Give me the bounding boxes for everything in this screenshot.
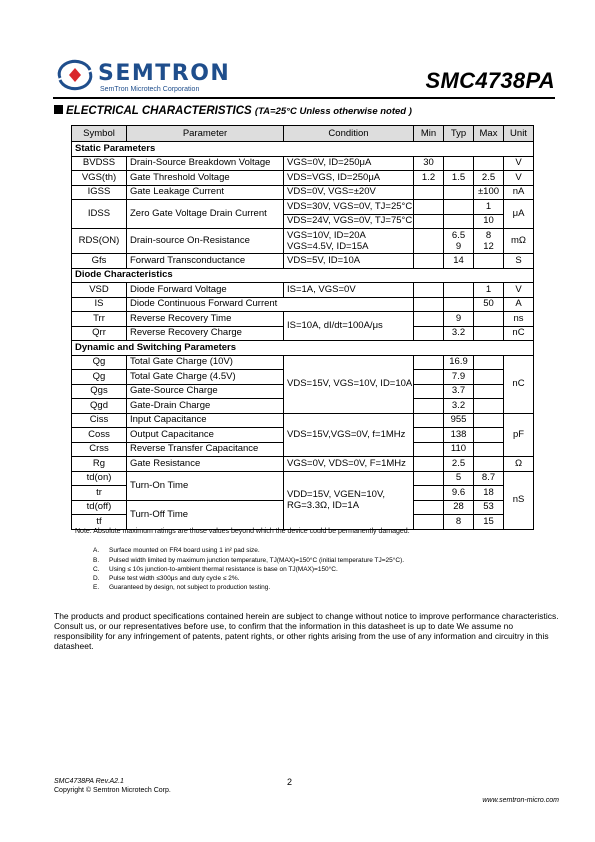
- symbol-cell: Gfs: [72, 254, 127, 269]
- max-cell: 1: [474, 200, 504, 215]
- typ-cell: 3.7: [444, 384, 474, 399]
- revision: SMC4738PA Rev.A2.1: [54, 778, 124, 785]
- typ-cell: 2.5: [444, 457, 474, 472]
- symbol-cell: Trr: [72, 312, 127, 327]
- condition-line: VGS=10V, ID=20A: [287, 230, 366, 241]
- table-row: [72, 200, 534, 215]
- parameter-cell: Reverse Transfer Capacitance: [127, 442, 284, 457]
- unit-cell: ns: [504, 312, 534, 327]
- typ-cell: 110: [444, 442, 474, 457]
- symbol-cell: Qrr: [72, 326, 127, 341]
- condition-cell: VDS=15V,VGS=0V, f=1MHz: [284, 413, 414, 457]
- parameter-cell: Reverse Recovery Charge: [127, 326, 284, 341]
- condition-cell: IS=10A, dI/dt=100A/μs: [284, 312, 414, 341]
- max-cell: ±100: [474, 185, 504, 200]
- unit-cell: Ω: [504, 457, 534, 472]
- header-symbol: Symbol: [72, 126, 127, 142]
- max-cell: 53: [474, 500, 504, 515]
- symbol-cell: td(off): [72, 500, 127, 515]
- typ-cell: 1.5: [444, 171, 474, 186]
- typ-cell: 3.2: [444, 326, 474, 341]
- unit-cell: pF: [504, 413, 534, 457]
- unit-cell: nC: [504, 326, 534, 341]
- max-cell: 50: [474, 297, 504, 312]
- typ-cell: 5: [444, 471, 474, 486]
- symbol-cell: Qg: [72, 355, 127, 370]
- typ-cell: [444, 156, 474, 171]
- section-diode: Diode Characteristics: [72, 268, 534, 283]
- footnote: B. Pulsed width limited by maximum junction temperature, TJ(MAX)=150°C (initial temperature TJ=25°C).: [93, 557, 405, 564]
- company-logo: [54, 58, 231, 98]
- parameter-cell: Diode Continuous Forward Current: [127, 297, 414, 312]
- symbol-cell: Ciss: [72, 413, 127, 428]
- symbol-cell: Rg: [72, 457, 127, 472]
- table-row: [72, 283, 534, 298]
- typ-cell: 7.9: [444, 370, 474, 385]
- parameter-cell: Gate Resistance: [127, 457, 284, 472]
- table-row: [72, 229, 534, 254]
- brand-name: SEMTRON: [98, 61, 231, 86]
- symbol-cell: Coss: [72, 428, 127, 443]
- unit-cell: nA: [504, 185, 534, 200]
- max-cell: 8.7: [474, 471, 504, 486]
- min-cell: 30: [414, 156, 444, 171]
- max-cell: 1: [474, 283, 504, 298]
- symbol-cell: tf: [72, 515, 127, 530]
- section-heading: [54, 105, 412, 117]
- condition-cell: VDS=30V, VGS=0V, TJ=25°C: [284, 200, 414, 215]
- square-bullet-icon: [54, 105, 63, 114]
- parameter-cell: Output Capacitance: [127, 428, 284, 443]
- disclaimer-paragraph: The products and product specifications contained herein are subject to change without notice to improve performance characteristics. Consult us, or our representatives before use, to confirm that the information in this datasheet is up to date We assume no responsibility for any infringement of patents, patent rights, or other rights arising from the use of any information and circuitry in this datasheet.: [54, 611, 559, 651]
- typ-cell: 138: [444, 428, 474, 443]
- parameter-cell: Diode Forward Voltage: [127, 283, 284, 298]
- parameter-cell: Zero Gate Voltage Drain Current: [127, 200, 284, 229]
- parameter-cell: Turn-Off Time: [127, 500, 284, 529]
- parameter-cell: Gate-Drain Charge: [127, 399, 284, 414]
- parameter-cell: Gate Threshold Voltage: [127, 171, 284, 186]
- max-cell: 8 12: [474, 229, 504, 254]
- header-typ: Typ: [444, 126, 474, 142]
- footer-left: [54, 777, 171, 795]
- semtron-logo-icon: [54, 58, 96, 92]
- condition-cell: VDS=24V, VGS=0V, TJ=75°C: [284, 214, 414, 229]
- parameter-cell: Gate-Source Charge: [127, 384, 284, 399]
- parameter-cell: Drain-source On-Resistance: [127, 229, 284, 254]
- symbol-cell: Qgd: [72, 399, 127, 414]
- min-cell: [414, 185, 444, 200]
- parameter-cell: Total Gate Charge (4.5V): [127, 370, 284, 385]
- unit-cell: μA: [504, 200, 534, 229]
- table-note: Note: Absolute maximum ratings are those values beyond which the device could be permanently damaged.: [75, 528, 410, 535]
- condition-cell: VDS=VGS, ID=250μA: [284, 171, 414, 186]
- condition-cell: IS=1A, VGS=0V: [284, 283, 414, 298]
- copyright: Copyright © Semtron Microtech Corp.: [54, 787, 171, 794]
- symbol-cell: Qg: [72, 370, 127, 385]
- unit-cell: S: [504, 254, 534, 269]
- table-row: [72, 297, 534, 312]
- footnote: C. Using ≤ 10s junction-to-ambient thermal resistance is base on TJ(MAX)=150°C.: [93, 566, 338, 573]
- condition-line: VDD=15V, VGEN=10V,: [287, 489, 386, 500]
- symbol-cell: VGS(th): [72, 171, 127, 186]
- typ-cell: 6.5 9: [444, 229, 474, 254]
- typ-cell: 9: [444, 312, 474, 327]
- unit-cell: V: [504, 171, 534, 186]
- table-row: [72, 156, 534, 171]
- typ-cell: 955: [444, 413, 474, 428]
- condition-line: VGS=4.5V, ID=15A: [287, 241, 369, 252]
- part-number: SMC4738PA: [425, 68, 555, 93]
- min-cell: 1.2: [414, 171, 444, 186]
- unit-cell: A: [504, 297, 534, 312]
- parameter-cell: Input Capacitance: [127, 413, 284, 428]
- footnote: D. Pulse test width ≤300μs and duty cycle ≤ 2%.: [93, 575, 240, 582]
- symbol-cell: td(on): [72, 471, 127, 486]
- table-header-row: [72, 126, 534, 142]
- condition-cell: VGS=0V, VDS=0V, F=1MHz: [284, 457, 414, 472]
- parameter-cell: Forward Transconductance: [127, 254, 284, 269]
- header-unit: Unit: [504, 126, 534, 142]
- page-number: 2: [287, 777, 293, 787]
- symbol-cell: IGSS: [72, 185, 127, 200]
- table-row: [72, 254, 534, 269]
- unit-cell: V: [504, 156, 534, 171]
- unit-cell: mΩ: [504, 229, 534, 254]
- table-row: [72, 413, 534, 428]
- max-cell: 2.5: [474, 171, 504, 186]
- typ-cell: 9.6: [444, 486, 474, 501]
- section-static: Static Parameters: [72, 142, 534, 157]
- symbol-cell: IDSS: [72, 200, 127, 229]
- condition-cell: [284, 229, 414, 254]
- max-cell: [474, 156, 504, 171]
- symbol-cell: IS: [72, 297, 127, 312]
- parameter-cell: Reverse Recovery Time: [127, 312, 284, 327]
- symbol-cell: tr: [72, 486, 127, 501]
- condition-cell: [284, 471, 414, 529]
- condition-cell: VDS=5V, ID=10A: [284, 254, 414, 269]
- condition-line: RG=3.3Ω, ID=1A: [287, 500, 360, 511]
- header-min: Min: [414, 126, 444, 142]
- typ-cell: 8: [444, 515, 474, 530]
- symbol-cell: VSD: [72, 283, 127, 298]
- parameter-cell: Drain-Source Breakdown Voltage: [127, 156, 284, 171]
- symbol-cell: RDS(ON): [72, 229, 127, 254]
- unit-cell: nC: [504, 355, 534, 413]
- table-row: [72, 185, 534, 200]
- section-dynamic: Dynamic and Switching Parameters: [72, 341, 534, 356]
- table-row: [72, 171, 534, 186]
- table-row: [72, 355, 534, 370]
- header-condition: Condition: [284, 126, 414, 142]
- condition-cell: VDS=15V, VGS=10V, ID=10A: [284, 355, 414, 413]
- typ-cell: [444, 185, 474, 200]
- footnote: E. Guaranteed by design, not subject to production testing.: [93, 584, 271, 591]
- unit-cell: V: [504, 283, 534, 298]
- parameter-cell: Turn-On Time: [127, 471, 284, 500]
- symbol-cell: Crss: [72, 442, 127, 457]
- condition-cell: VDS=0V, VGS=±20V: [284, 185, 414, 200]
- typ-cell: 28: [444, 500, 474, 515]
- website-url: www.semtron-micro.com: [482, 797, 559, 804]
- typ-cell: 14: [444, 254, 474, 269]
- header-max: Max: [474, 126, 504, 142]
- unit-cell: nS: [504, 471, 534, 529]
- symbol-cell: BVDSS: [72, 156, 127, 171]
- electrical-characteristics-table: [71, 125, 534, 530]
- typ-cell: 16.9: [444, 355, 474, 370]
- parameter-cell: Gate Leakage Current: [127, 185, 284, 200]
- typ-cell: 3.2: [444, 399, 474, 414]
- footnote: A. Surface mounted on FR4 board using 1 in² pad size.: [93, 547, 260, 554]
- table-row: [72, 312, 534, 327]
- parameter-cell: Total Gate Charge (10V): [127, 355, 284, 370]
- header-rule: [53, 97, 555, 99]
- max-cell: 15: [474, 515, 504, 530]
- table-row: [72, 457, 534, 472]
- brand-subtitle: SemTron Microtech Corporation: [100, 86, 200, 93]
- table-row: [72, 471, 534, 486]
- symbol-cell: Qgs: [72, 384, 127, 399]
- section-title: ELECTRICAL CHARACTERISTICS: [66, 105, 252, 117]
- condition-cell: VGS=0V, ID=250μA: [284, 156, 414, 171]
- section-condition: (TA=25°C Unless otherwise noted ): [254, 106, 412, 117]
- max-cell: 10: [474, 214, 504, 229]
- header-parameter: Parameter: [127, 126, 284, 142]
- max-cell: 18: [474, 486, 504, 501]
